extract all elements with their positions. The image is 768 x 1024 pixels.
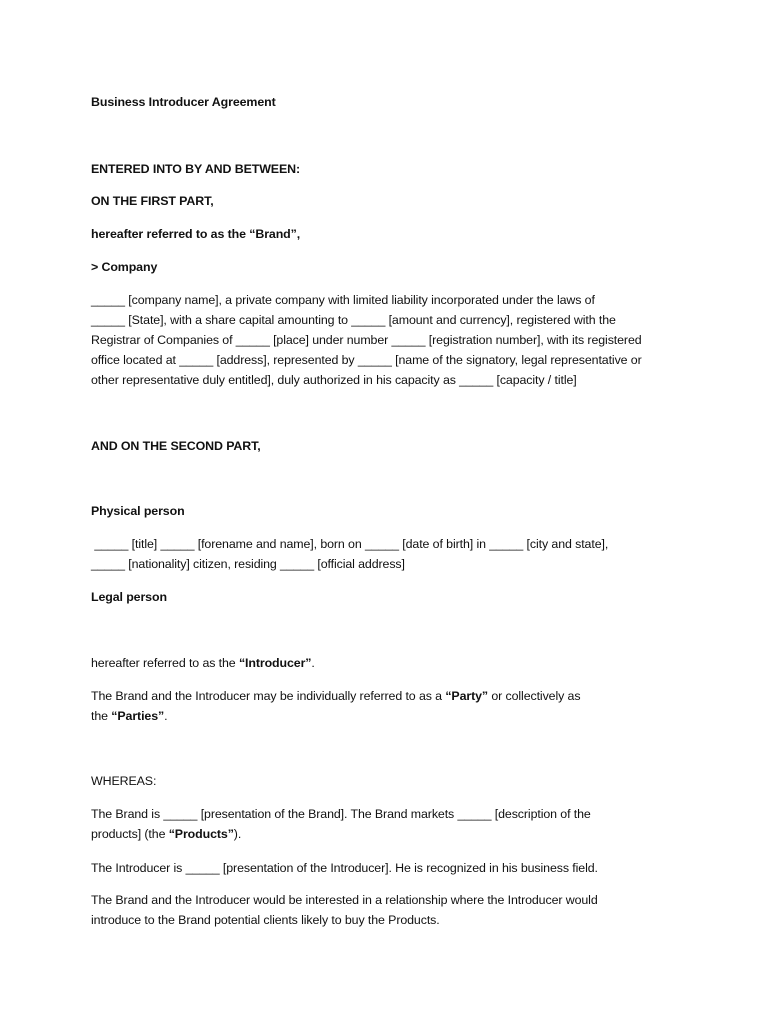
document-title: Business Introducer Agreement	[91, 95, 276, 109]
parties-sentence-line	[91, 689, 580, 704]
first-part-heading: ON THE FIRST PART,	[91, 194, 214, 208]
whereas-heading: WHEREAS:	[91, 774, 157, 788]
party-term: “Party”	[445, 689, 488, 703]
company-heading: > Company	[91, 260, 158, 274]
parties-term: “Parties”	[111, 709, 165, 723]
parties-line1-prefix: The Brand and the Introducer may be individually referred to as a	[91, 689, 446, 703]
whereas-3-line: introduce to the Brand potential clients likely to buy the Products.	[91, 913, 440, 927]
introducer-reference-suffix: .	[311, 656, 315, 670]
introducer-reference	[91, 656, 315, 671]
company-paragraph-line: other representative duly entitled], duly authorized in his capacity as _____ [capacity / title]	[91, 373, 577, 387]
introducer-term: “Introducer”	[238, 656, 312, 670]
legal-person-heading: Legal person	[91, 590, 167, 604]
entered-into-heading: ENTERED INTO BY AND BETWEEN:	[91, 162, 301, 176]
company-paragraph-line: Registrar of Companies of _____ [place] under number _____ [registration number], with its registered	[91, 333, 642, 347]
whereas-1-prefix: products] (the	[91, 827, 169, 841]
whereas-3-line: The Brand and the Introducer would be interested in a relationship where the Introducer would	[91, 893, 598, 907]
company-paragraph-line: _____ [company name], a private company with limited liability incorporated under the laws of	[91, 293, 595, 307]
whereas-2-line: The Introducer is _____ [presentation of the Introducer]. He is recognized in his business field.	[91, 861, 598, 875]
brand-reference	[91, 227, 300, 242]
second-part-heading: AND ON THE SECOND PART,	[91, 439, 261, 453]
introducer-reference-prefix: hereafter referred to as the	[91, 656, 239, 670]
parties-line1-suffix: or collectively as	[488, 689, 581, 703]
physical-person-line: _____ [title] _____ [forename and name], born on _____ [date of birth] in _____ [city and state],	[91, 537, 609, 551]
products-term: “Products”	[168, 827, 234, 841]
physical-person-heading: Physical person	[91, 504, 185, 518]
physical-person-line: _____ [nationality] citizen, residing _____ [official address]	[91, 557, 405, 571]
whereas-1-suffix: ).	[233, 827, 242, 841]
whereas-1-line: The Brand is _____ [presentation of the Brand]. The Brand markets _____ [description of the	[91, 807, 591, 821]
parties-sentence-line	[91, 709, 167, 724]
parties-line2-suffix: .	[164, 709, 168, 723]
brand-reference-prefix: hereafter referred to as the	[91, 227, 250, 241]
whereas-1-line	[91, 827, 241, 842]
company-paragraph-line: _____ [State], with a share capital amounting to _____ [amount and currency], registered with the	[91, 313, 616, 327]
parties-line2-prefix: the	[91, 709, 112, 723]
brand-term: “Brand”,	[249, 227, 301, 241]
company-paragraph-line: office located at _____ [address], represented by _____ [name of the signatory, legal representative or	[91, 353, 642, 367]
